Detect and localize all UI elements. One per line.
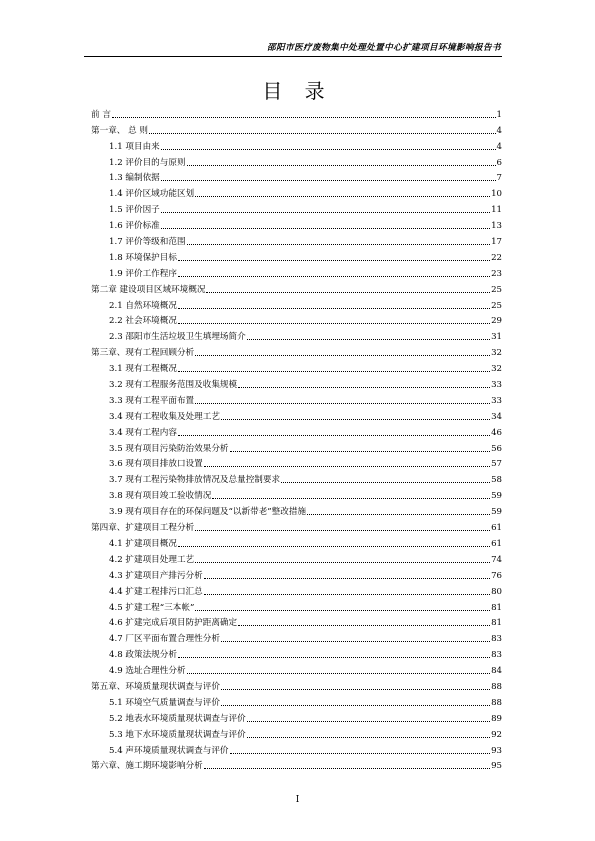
toc-entry-label: 3.1 现有工程概况 (109, 364, 177, 375)
toc-chapter-entry[interactable] (91, 120, 502, 136)
toc-chapter-entry[interactable] (91, 342, 502, 358)
toc-entry-label: 第一章、 总 则 (91, 125, 149, 136)
toc-entry-page: 6 (496, 157, 502, 168)
toc-entry-label: 5.3 地下水环境质量现状调查与评价 (109, 729, 246, 740)
toc-entry-page: 92 (491, 729, 502, 740)
toc-chapter-entry[interactable] (91, 104, 502, 120)
toc-entry-label: 第二章 建设项目区域环境概况 (91, 284, 206, 295)
toc-entry-label: 4.1 扩建项目概况 (109, 538, 177, 549)
toc-section-entry[interactable] (91, 422, 502, 438)
toc-entry-label: 5.4 声环境质量现状调查与评价 (109, 745, 229, 756)
toc-dot-leader (230, 451, 491, 452)
toc-entry-page: 58 (491, 475, 502, 486)
toc-dot-leader (178, 308, 490, 309)
toc-section-entry[interactable] (91, 136, 502, 152)
toc-section-entry[interactable] (91, 724, 502, 740)
toc-entry-label: 1.6 评价标准 (109, 221, 160, 232)
toc-entry-page: 56 (491, 443, 502, 454)
toc-entry-page: 7 (496, 173, 502, 184)
toc-dot-leader (178, 371, 490, 372)
toc-entry-page: 57 (491, 459, 502, 470)
toc-section-entry[interactable] (91, 581, 502, 597)
toc-dot-leader (281, 482, 490, 483)
toc-dot-leader (221, 419, 490, 420)
toc-entry-label: 2.2 社会环境概况 (109, 316, 177, 327)
toc-dot-leader (178, 435, 490, 436)
toc-section-entry[interactable] (91, 183, 502, 199)
toc-section-entry[interactable] (91, 311, 502, 327)
toc-dot-leader (149, 133, 496, 134)
header-divider (84, 56, 502, 57)
toc-dot-leader (247, 737, 490, 738)
toc-dot-leader (230, 753, 491, 754)
toc-section-entry[interactable] (91, 613, 502, 629)
toc-entry-page: 32 (491, 348, 502, 359)
toc-entry-page: 76 (491, 570, 502, 581)
toc-entry-label: 3.3 现有工程平面布置 (109, 395, 195, 406)
toc-entry-page: 25 (491, 300, 502, 311)
toc-entry-page: 95 (491, 761, 502, 772)
toc-entry-page: 61 (491, 523, 502, 534)
toc-dot-leader (187, 673, 491, 674)
toc-dot-leader (178, 657, 490, 658)
toc-entry-label: 3.2 现有工程服务范围及收集规模 (109, 380, 238, 391)
toc-chapter-entry[interactable] (91, 517, 502, 533)
toc-entry-page: 4 (496, 141, 502, 152)
toc-entry-label: 4.4 扩建工程排污口汇总 (109, 586, 203, 597)
toc-section-entry[interactable] (91, 263, 502, 279)
toc-entry-page: 33 (491, 380, 502, 391)
toc-entry-label: 第四章、扩建项目工程分析 (91, 523, 195, 534)
toc-entry-page: 83 (491, 634, 502, 645)
toc-entry-page: 46 (491, 427, 502, 438)
toc-dot-leader (161, 149, 496, 150)
toc-section-entry[interactable] (91, 247, 502, 263)
toc-entry-page: 23 (491, 268, 502, 279)
toc-dot-leader (247, 339, 490, 340)
toc-dot-leader (204, 768, 490, 769)
toc-entry-label: 4.9 选址合理性分析 (109, 666, 186, 677)
toc-chapter-entry[interactable] (91, 756, 502, 772)
toc-entry-page: 22 (491, 252, 502, 263)
toc-entry-page: 13 (491, 221, 502, 232)
running-header: 邵阳市医疗废物集中处理处置中心扩建项目环境影响报告书 (267, 43, 501, 53)
toc-section-entry[interactable] (91, 628, 502, 644)
toc-section-entry[interactable] (91, 565, 502, 581)
toc-entry-label: 1.2 评价目的与原则 (109, 157, 186, 168)
toc-dot-leader (221, 705, 490, 706)
toc-entry-label: 3.5 现有项目污染防治效果分析 (109, 443, 229, 454)
toc-entry-page: 61 (491, 538, 502, 549)
toc-entry-label: 1.8 环境保护目标 (109, 252, 177, 263)
toc-entry-page: 84 (491, 666, 502, 677)
toc-entry-page: 88 (491, 697, 502, 708)
toc-section-entry[interactable] (91, 168, 502, 184)
toc-dot-leader (307, 514, 490, 515)
toc-dot-leader (238, 625, 490, 626)
toc-entry-label: 4.2 扩建项目处理工艺 (109, 554, 195, 565)
toc-entry-page: 81 (491, 602, 502, 613)
toc-entry-label: 1.7 评价等级和范围 (109, 237, 186, 248)
toc-dot-leader (247, 721, 490, 722)
toc-section-entry[interactable] (91, 374, 502, 390)
toc-chapter-entry[interactable] (91, 279, 502, 295)
toc-entry-page: 81 (491, 618, 502, 629)
toc-section-entry[interactable] (91, 390, 502, 406)
toc-entry-label: 1.9 评价工作程序 (109, 268, 177, 279)
toc-entry-page: 31 (491, 332, 502, 343)
toc-section-entry[interactable] (91, 231, 502, 247)
toc-entry-label: 3.4 现有工程收集及处理工艺 (109, 411, 220, 422)
toc-section-entry[interactable] (91, 295, 502, 311)
toc-entry-page: 74 (491, 554, 502, 565)
toc-entry-label: 4.8 政策法规分析 (109, 650, 177, 661)
toc-entry-label: 1.4 评价区域功能区划 (109, 189, 195, 200)
toc-dot-leader (161, 180, 496, 181)
toc-dot-leader (204, 578, 490, 579)
toc-entry-label: 5.2 地表水环境质量现状调查与评价 (109, 713, 246, 724)
toc-entry-page: 89 (491, 713, 502, 724)
toc-entry-page: 33 (491, 395, 502, 406)
page-number: I (295, 795, 300, 805)
toc-entry-label: 第三章、现有工程回顾分析 (91, 348, 195, 359)
toc-section-entry[interactable] (91, 326, 502, 342)
toc-section-entry[interactable] (91, 533, 502, 549)
toc-section-entry[interactable] (91, 708, 502, 724)
toc-dot-leader (178, 260, 490, 261)
toc-dot-leader (195, 530, 490, 531)
toc-section-entry[interactable] (91, 152, 502, 168)
toc-dot-leader (206, 292, 490, 293)
toc-section-entry[interactable] (91, 485, 502, 501)
toc-entry-page: 93 (491, 745, 502, 756)
toc-entry-label: 5.1 环境空气质量调查与评价 (109, 697, 220, 708)
toc-dot-leader (195, 355, 490, 356)
toc-entry-label: 3.7 现有工程污染物排放情况及总量控制要求 (109, 475, 281, 486)
toc-entry-label: 第五章、环境质量现状调查与评价 (91, 681, 220, 692)
toc-entry-label: 3.8 现有项目竣工验收情况 (109, 491, 212, 502)
toc-title: 目 录 (262, 79, 333, 103)
toc-entry-page: 32 (491, 364, 502, 375)
toc-dot-leader (161, 212, 490, 213)
toc-entry-label: 4.6 扩建完成后项目防护距离确定 (109, 618, 238, 629)
toc-dot-leader (187, 165, 496, 166)
toc-dot-leader (212, 498, 490, 499)
toc-section-entry[interactable] (91, 199, 502, 215)
toc-section-entry[interactable] (91, 597, 502, 613)
toc-entry-page: 1 (496, 109, 502, 120)
toc-entry-label: 2.3 邵阳市生活垃圾卫生填埋场简介 (109, 332, 246, 343)
toc-chapter-entry[interactable] (91, 676, 502, 692)
toc-dot-leader (195, 403, 490, 404)
toc-entry-page: 88 (491, 681, 502, 692)
toc-dot-leader (178, 546, 490, 547)
toc-dot-leader (238, 387, 490, 388)
toc-section-entry[interactable] (91, 454, 502, 470)
toc-entry-label: 1.1 项目由来 (109, 141, 160, 152)
toc-entry-page: 10 (491, 189, 502, 200)
toc-dot-leader (221, 641, 490, 642)
toc-dot-leader (204, 594, 490, 595)
toc-entry-label: 4.7 厂区平面布置合理性分析 (109, 634, 220, 645)
toc-entry-label: 第六章、施工期环境影响分析 (91, 761, 203, 772)
toc-section-entry[interactable] (91, 469, 502, 485)
table-of-contents (91, 104, 502, 771)
toc-entry-page: 29 (491, 316, 502, 327)
toc-entry-label: 1.3 编制依据 (109, 173, 160, 184)
toc-dot-leader (221, 689, 490, 690)
toc-dot-leader (195, 610, 490, 611)
toc-section-entry[interactable] (91, 692, 502, 708)
toc-entry-page: 83 (491, 650, 502, 661)
toc-dot-leader (112, 117, 496, 118)
toc-entry-page: 59 (491, 491, 502, 502)
toc-entry-page: 34 (491, 411, 502, 422)
toc-section-entry[interactable] (91, 549, 502, 565)
toc-dot-leader (178, 323, 490, 324)
toc-section-entry[interactable] (91, 406, 502, 422)
toc-dot-leader (195, 196, 490, 197)
toc-section-entry[interactable] (91, 438, 502, 454)
toc-entry-page: 17 (491, 237, 502, 248)
toc-entry-label: 2.1 自然环境概况 (109, 300, 177, 311)
toc-dot-leader (195, 562, 490, 563)
toc-section-entry[interactable] (91, 644, 502, 660)
toc-dot-leader (161, 228, 490, 229)
toc-section-entry[interactable] (91, 215, 502, 231)
toc-entry-page: 25 (491, 284, 502, 295)
toc-entry-page: 4 (496, 125, 502, 136)
toc-dot-leader (187, 244, 491, 245)
toc-section-entry[interactable] (91, 501, 502, 517)
toc-entry-page: 80 (491, 586, 502, 597)
toc-section-entry[interactable] (91, 358, 502, 374)
toc-dot-leader (204, 466, 490, 467)
toc-entry-label: 3.6 现有项目排放口设置 (109, 459, 203, 470)
toc-dot-leader (178, 276, 490, 277)
toc-entry-label: 1.5 评价因子 (109, 205, 160, 216)
toc-entry-label: 4.5 扩建工程“三本帐” (109, 602, 195, 613)
toc-entry-label: 4.3 扩建项目产排污分析 (109, 570, 203, 581)
toc-entry-label: 3.9 现有项目存在的环保问题及“以新带老”整改措施 (109, 507, 307, 518)
toc-entry-page: 59 (491, 507, 502, 518)
toc-entry-label: 前 言 (91, 109, 111, 120)
toc-section-entry[interactable] (91, 660, 502, 676)
toc-entry-page: 11 (491, 205, 502, 216)
toc-entry-label: 3.4 现有工程内容 (109, 427, 177, 438)
toc-section-entry[interactable] (91, 740, 502, 756)
